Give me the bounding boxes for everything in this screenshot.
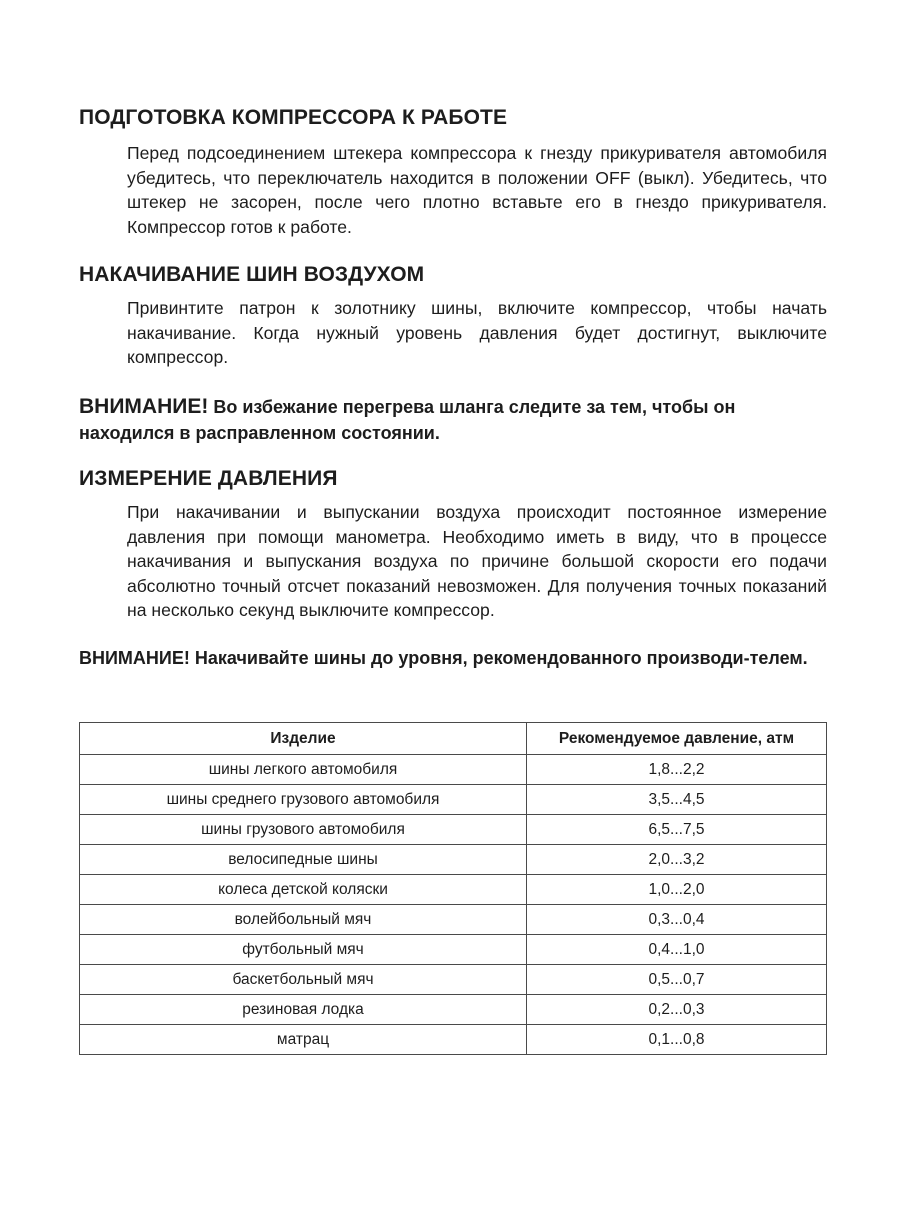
cell-item: шины среднего грузового автомобиля: [80, 785, 527, 815]
warning-hose-label: ВНИМАНИЕ!: [79, 395, 209, 418]
table-row: [80, 905, 827, 935]
table-row: [80, 875, 827, 905]
section-heading-inflate: НАКАЧИВАНИЕ ШИН ВОЗДУХОМ: [79, 263, 425, 286]
cell-pressure: 1,8...2,2: [527, 755, 827, 785]
cell-item: футбольный мяч: [80, 935, 527, 965]
cell-pressure: 0,4...1,0: [527, 935, 827, 965]
cell-pressure: 0,5...0,7: [527, 965, 827, 995]
cell-pressure: 6,5...7,5: [527, 815, 827, 845]
section-text-inflate: Привинтите патрон к золотнику шины, включите компрессор, чтобы начать накачивание. Когда нужный уровень давления будет достигнут, выключите компрессор.: [127, 298, 827, 367]
section-heading-measure: ИЗМЕРЕНИЕ ДАВЛЕНИЯ: [79, 467, 338, 490]
pressure-table: [79, 722, 827, 1055]
table-row: [80, 965, 827, 995]
table-row: [80, 785, 827, 815]
cell-item: шины грузового автомобиля: [80, 815, 527, 845]
column-header-pressure: Рекомендуемое давление, атм: [527, 723, 827, 755]
cell-item: шины легкого автомобиля: [80, 755, 527, 785]
section-text-prep: Перед подсоединением штекера компрессора к гнезду прикуривателя автомобиля убедитесь, что переключатель находится в положении OFF (выкл). Убедитесь, что штекер не засорен, после чего плотно вставьте его в гнездо прикуривателя. Компрессор готов к работе.: [127, 143, 827, 237]
table-row: [80, 815, 827, 845]
cell-item: матрац: [80, 1025, 527, 1055]
cell-pressure: 1,0...2,0: [527, 875, 827, 905]
warning-hose: [79, 394, 829, 446]
cell-item: волейбольный мяч: [80, 905, 527, 935]
table-row: [80, 935, 827, 965]
cell-item: баскетбольный мяч: [80, 965, 527, 995]
cell-item: колеса детской коляски: [80, 875, 527, 905]
cell-pressure: 0,3...0,4: [527, 905, 827, 935]
cell-pressure: 0,2...0,3: [527, 995, 827, 1025]
warning-tires: ВНИМАНИЕ! Накачивайте шины до уровня, рекомендованного производи-телем.: [79, 648, 808, 668]
table-body: [80, 755, 827, 1055]
cell-pressure: 2,0...3,2: [527, 845, 827, 875]
table-row: [80, 995, 827, 1025]
cell-item: резиновая лодка: [80, 995, 527, 1025]
column-header-item: Изделие: [80, 723, 527, 755]
table-header-row: [80, 723, 827, 755]
section-text-measure: При накачивании и выпускании воздуха происходит постоянное измерение давления при помощи манометра. Необходимо иметь в виду, что в процессе накачивания и выпускания воздуха по причине большой скорости его подачи абсолютно точный отсчет показаний невозможен. Для получения точных показаний на несколько секунд выключите компрессор.: [127, 502, 827, 620]
warning-hose-text: Во избежание перегрева шланга следите за тем, чтобы он находился в расправленном состоянии.: [79, 397, 736, 443]
table-row: [80, 755, 827, 785]
table-row: [80, 845, 827, 875]
cell-pressure: 3,5...4,5: [527, 785, 827, 815]
cell-item: велосипедные шины: [80, 845, 527, 875]
table-row: [80, 1025, 827, 1055]
section-heading-prep: ПОДГОТОВКА КОМПРЕССОРА К РАБОТЕ: [79, 106, 508, 129]
cell-pressure: 0,1...0,8: [527, 1025, 827, 1055]
